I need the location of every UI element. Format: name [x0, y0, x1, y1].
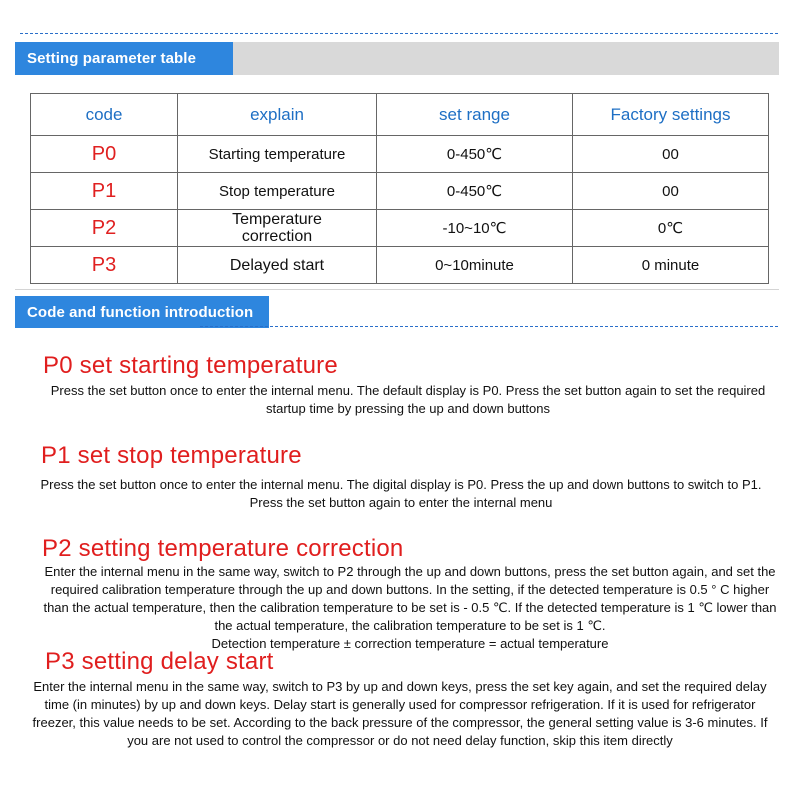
- row-explain: Temperature correction: [178, 210, 377, 247]
- param-table-banner-bar: [233, 42, 779, 75]
- section-p2-title: P2 setting temperature correction: [42, 535, 404, 562]
- row-explain: Stop temperature: [178, 173, 377, 210]
- section-p2-formula: Detection temperature ± correction temperature = actual temperature: [211, 636, 609, 651]
- header-set-range: set range: [377, 94, 573, 136]
- section-p3-body: Enter the internal menu in the same way, switch to P3 by up and down keys, press the set key again, and set the required delay time (in minutes) by up and down keys. Delay start is generally used for compressor refrigeration. If it is used for refrigerator freezer, this value needs to be set. According to the back pressure of the compressor, the general setting value is 3-6 minutes. If you are not used to control the compressor or do not need delay function, skip this item directly: [32, 679, 768, 748]
- header-factory-settings: Factory settings: [573, 94, 769, 136]
- row-range: -10~10℃: [377, 210, 573, 247]
- param-table-banner: [15, 42, 779, 75]
- row-code: P0: [31, 136, 178, 173]
- param-table-banner-title: Setting parameter table: [15, 42, 233, 75]
- intro-dashed-divider: [200, 326, 778, 327]
- table-bottom-rule: [15, 289, 779, 290]
- row-factory: 0℃: [573, 210, 769, 247]
- table-header-row: [31, 94, 769, 136]
- intro-banner-title: Code and function introduction: [15, 296, 269, 328]
- table-row: [31, 210, 769, 247]
- header-code: code: [31, 94, 178, 136]
- intro-banner: [15, 296, 779, 328]
- row-factory: 00: [573, 173, 769, 210]
- section-p0-title: P0 set starting temperature: [43, 352, 338, 379]
- header-explain: explain: [178, 94, 377, 136]
- top-dashed-divider: [20, 33, 778, 34]
- row-factory: 00: [573, 136, 769, 173]
- section-p3-title: P3 setting delay start: [45, 648, 274, 675]
- parameter-table: [30, 93, 769, 284]
- row-explain: Delayed start: [178, 247, 377, 284]
- row-code: P3: [31, 247, 178, 284]
- section-p0-body: Press the set button once to enter the internal menu. The default display is P0. Press the set button again to set the required startup time by pressing the up and down buttons: [50, 383, 766, 416]
- row-factory: 0 minute: [573, 247, 769, 284]
- row-range: 0-450℃: [377, 173, 573, 210]
- table-row: [31, 136, 769, 173]
- row-range: 0~10minute: [377, 247, 573, 284]
- section-p2: [0, 535, 800, 653]
- section-p1-body: Press the set button once to enter the internal menu. The digital display is P0. Press the up and down buttons to switch to P1. Press the set button again to enter the internal menu: [40, 477, 762, 510]
- row-explain: Starting temperature: [178, 136, 377, 173]
- table-row: [31, 173, 769, 210]
- intro-banner-bar: [269, 296, 779, 328]
- table-row: [31, 247, 769, 284]
- row-code: P1: [31, 173, 178, 210]
- row-range: 0-450℃: [377, 136, 573, 173]
- section-p1-title: P1 set stop temperature: [41, 442, 302, 469]
- section-p1: [0, 442, 800, 512]
- row-code: P2: [31, 210, 178, 247]
- section-p2-body: Enter the internal menu in the same way, switch to P2 through the up and down buttons, press the set button again, and set the required calibration temperature through the up and down buttons. In the setting, if the detected temperature is 0.5 ° C higher than the actual temperature, then the calibration temperature to be set is - 0.5 ℃. If the detected temperature is 1 ℃ lower than the actual temperature, the calibration temperature to be set is 1 ℃.: [43, 564, 777, 633]
- section-p0: [0, 352, 800, 418]
- section-p3: [0, 648, 800, 750]
